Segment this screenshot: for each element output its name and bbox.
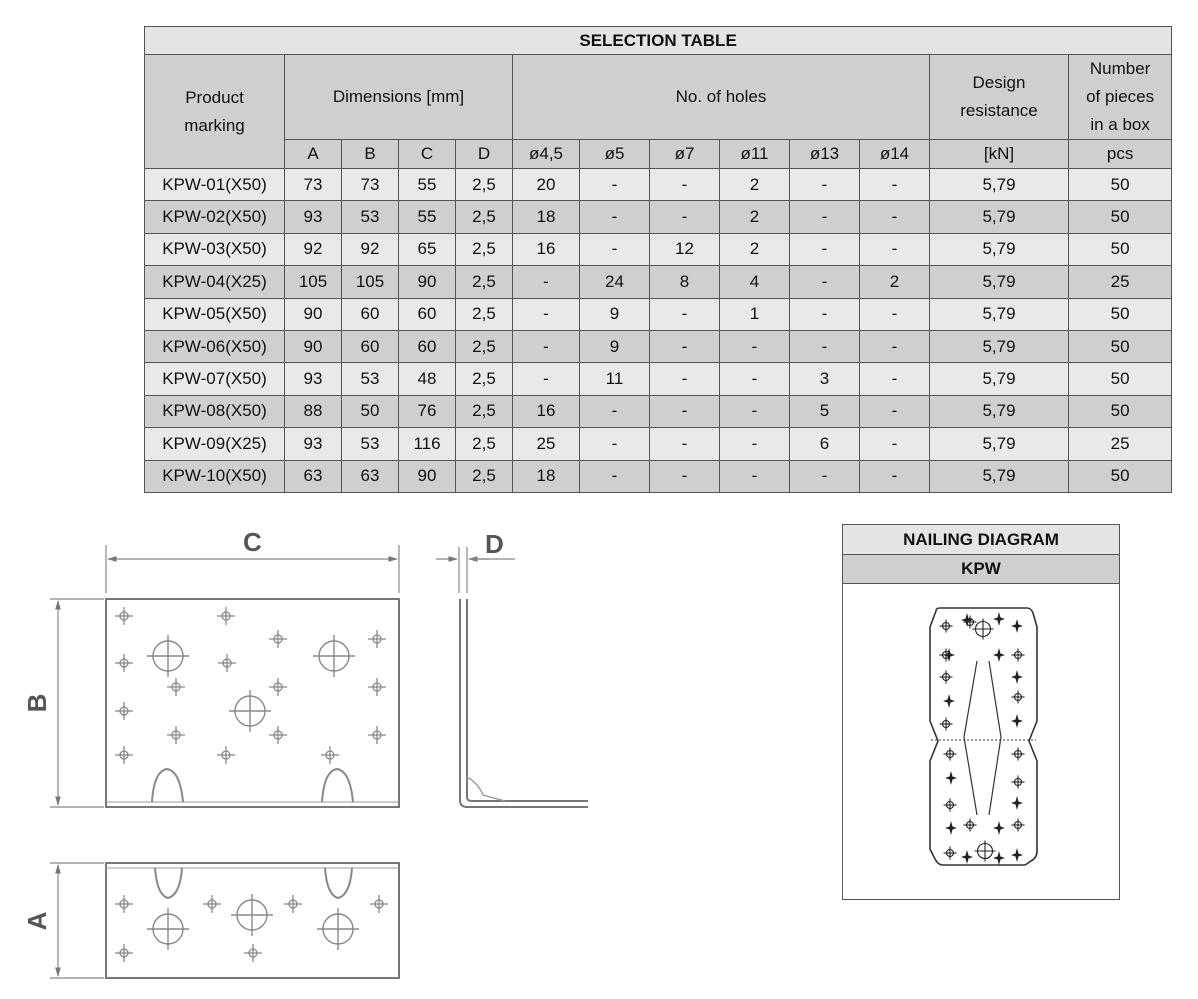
table-row xyxy=(145,428,1172,460)
table-cell: - xyxy=(860,395,930,427)
table-cell: - xyxy=(650,298,720,330)
table-cell: - xyxy=(790,233,860,265)
product-marking-cell: KPW-06(X50) xyxy=(145,330,285,362)
table-cell: 90 xyxy=(285,298,342,330)
table-cell: - xyxy=(650,460,720,492)
table-cell: 1 xyxy=(720,298,790,330)
table-cell: - xyxy=(580,201,650,233)
table-cell: 93 xyxy=(285,201,342,233)
table-cell: 60 xyxy=(342,330,399,362)
product-marking-cell: KPW-02(X50) xyxy=(145,201,285,233)
subheader-cell: A xyxy=(285,140,342,169)
table-cell: 16 xyxy=(513,395,580,427)
table-cell: - xyxy=(720,460,790,492)
table-cell: - xyxy=(513,363,580,395)
table-cell: 76 xyxy=(399,395,456,427)
table-cell: 50 xyxy=(1069,233,1172,265)
table-cell: - xyxy=(790,201,860,233)
front-plate xyxy=(106,599,399,807)
table-cell: - xyxy=(650,395,720,427)
table-cell: - xyxy=(790,169,860,201)
table-cell: 50 xyxy=(1069,169,1172,201)
label-d: D xyxy=(485,529,504,559)
table-cell: 25 xyxy=(513,428,580,460)
table-cell: - xyxy=(860,330,930,362)
nailing-plate xyxy=(843,583,1119,899)
table-cell: 2,5 xyxy=(456,395,513,427)
table-cell: 25 xyxy=(1069,428,1172,460)
table-cell: 20 xyxy=(513,169,580,201)
table-cell: 73 xyxy=(342,169,399,201)
header-pieces: Number of pieces in a box xyxy=(1069,55,1172,140)
table-cell: 2 xyxy=(720,201,790,233)
subheader-cell: C xyxy=(399,140,456,169)
table-cell: 48 xyxy=(399,363,456,395)
table-cell: 16 xyxy=(513,233,580,265)
header-product-marking: Product marking xyxy=(145,55,285,169)
table-cell: 60 xyxy=(399,298,456,330)
table-cell: 5,79 xyxy=(930,395,1069,427)
table-cell: 50 xyxy=(1069,330,1172,362)
table-cell: - xyxy=(580,169,650,201)
table-cell: 60 xyxy=(399,330,456,362)
product-marking-cell: KPW-04(X25) xyxy=(145,266,285,298)
table-cell: - xyxy=(860,169,930,201)
table-cell: 73 xyxy=(285,169,342,201)
table-row xyxy=(145,266,1172,298)
header-dimensions: Dimensions [mm] xyxy=(285,55,513,140)
table-row xyxy=(145,233,1172,265)
table-cell: 50 xyxy=(1069,298,1172,330)
table-row xyxy=(145,395,1172,427)
side-profile xyxy=(460,599,588,807)
table-cell: 5 xyxy=(790,395,860,427)
table-cell: 93 xyxy=(285,363,342,395)
table-cell: 6 xyxy=(790,428,860,460)
table-cell: 2 xyxy=(720,233,790,265)
table-cell: 2,5 xyxy=(456,298,513,330)
selection-table xyxy=(144,26,1172,493)
subheader-cell: B xyxy=(342,140,399,169)
dimension-b xyxy=(50,599,104,807)
product-marking-cell: KPW-01(X50) xyxy=(145,169,285,201)
subheader-cell: pcs xyxy=(1069,140,1172,169)
table-cell: - xyxy=(790,330,860,362)
product-marking-cell: KPW-05(X50) xyxy=(145,298,285,330)
table-cell: 65 xyxy=(399,233,456,265)
subheader-row xyxy=(145,140,1172,169)
label-c: C xyxy=(243,527,262,557)
product-marking-cell: KPW-10(X50) xyxy=(145,460,285,492)
table-cell: 8 xyxy=(650,266,720,298)
table-cell: 24 xyxy=(580,266,650,298)
table-cell: 2,5 xyxy=(456,201,513,233)
product-marking-cell: KPW-03(X50) xyxy=(145,233,285,265)
header-holes: No. of holes xyxy=(513,55,930,140)
table-cell: 92 xyxy=(285,233,342,265)
table-cell: 93 xyxy=(285,428,342,460)
table-cell: 2,5 xyxy=(456,266,513,298)
table-cell: - xyxy=(860,233,930,265)
table-cell: 5,79 xyxy=(930,330,1069,362)
table-row xyxy=(145,201,1172,233)
table-cell: 90 xyxy=(399,266,456,298)
table-cell: 63 xyxy=(285,460,342,492)
subheader-cell: ø5 xyxy=(580,140,650,169)
table-cell: 3 xyxy=(790,363,860,395)
subheader-cell: [kN] xyxy=(930,140,1069,169)
table-cell: 18 xyxy=(513,460,580,492)
table-cell: - xyxy=(790,266,860,298)
table-cell: 50 xyxy=(342,395,399,427)
table-cell: 90 xyxy=(399,460,456,492)
table-cell: 11 xyxy=(580,363,650,395)
table-cell: - xyxy=(580,460,650,492)
table-cell: 50 xyxy=(1069,395,1172,427)
table-row xyxy=(145,298,1172,330)
table-cell: - xyxy=(860,201,930,233)
table-cell: 2 xyxy=(860,266,930,298)
table-cell: - xyxy=(790,298,860,330)
subheader-cell: ø13 xyxy=(790,140,860,169)
table-cell: 5,79 xyxy=(930,363,1069,395)
table-cell: 53 xyxy=(342,363,399,395)
table-cell: 5,79 xyxy=(930,428,1069,460)
table-cell: - xyxy=(860,428,930,460)
table-cell: - xyxy=(860,460,930,492)
table-cell: 55 xyxy=(399,201,456,233)
table-cell: 116 xyxy=(399,428,456,460)
table-cell: 5,79 xyxy=(930,169,1069,201)
table-title: SELECTION TABLE xyxy=(145,27,1172,55)
table-cell: - xyxy=(720,330,790,362)
table-cell: - xyxy=(790,460,860,492)
table-cell: 2,5 xyxy=(456,330,513,362)
nailing-diagram-title: NAILING DIAGRAM xyxy=(843,525,1119,555)
subheader-cell: ø11 xyxy=(720,140,790,169)
dimension-a xyxy=(50,863,104,978)
table-cell: - xyxy=(650,363,720,395)
product-marking-cell: KPW-08(X50) xyxy=(145,395,285,427)
label-b: B xyxy=(22,693,52,713)
table-cell: 5,79 xyxy=(930,298,1069,330)
product-marking-cell: KPW-09(X25) xyxy=(145,428,285,460)
table-cell: 60 xyxy=(342,298,399,330)
table-cell: 5,79 xyxy=(930,201,1069,233)
product-marking-cell: KPW-07(X50) xyxy=(145,363,285,395)
table-cell: - xyxy=(720,428,790,460)
table-cell: 5,79 xyxy=(930,266,1069,298)
table-cell: - xyxy=(580,428,650,460)
table-cell: 105 xyxy=(342,266,399,298)
subheader-cell: ø7 xyxy=(650,140,720,169)
table-cell: - xyxy=(513,298,580,330)
table-cell: - xyxy=(650,169,720,201)
nailing-diagram xyxy=(842,524,1120,900)
table-cell: - xyxy=(650,330,720,362)
table-cell: - xyxy=(860,363,930,395)
table-row xyxy=(145,330,1172,362)
label-a: A xyxy=(22,911,52,931)
table-cell: 63 xyxy=(342,460,399,492)
table-cell: 2,5 xyxy=(456,363,513,395)
header-design-resistance: Design resistance xyxy=(930,55,1069,140)
table-cell: 2,5 xyxy=(456,169,513,201)
table-row xyxy=(145,363,1172,395)
subheader-cell: D xyxy=(456,140,513,169)
table-cell: 2,5 xyxy=(456,460,513,492)
table-cell: - xyxy=(580,233,650,265)
table-cell: 55 xyxy=(399,169,456,201)
table-cell: - xyxy=(720,363,790,395)
table-cell: 50 xyxy=(1069,460,1172,492)
table-cell: - xyxy=(513,330,580,362)
table-cell: 18 xyxy=(513,201,580,233)
table-cell: 4 xyxy=(720,266,790,298)
bracket-drawing xyxy=(0,515,600,995)
table-cell: 88 xyxy=(285,395,342,427)
table-cell: 50 xyxy=(1069,201,1172,233)
table-row xyxy=(145,169,1172,201)
table-cell: - xyxy=(650,201,720,233)
table-cell: 2 xyxy=(720,169,790,201)
table-cell: 2,5 xyxy=(456,233,513,265)
table-cell: 25 xyxy=(1069,266,1172,298)
table-cell: 5,79 xyxy=(930,460,1069,492)
table-cell: 53 xyxy=(342,428,399,460)
table-cell: 5,79 xyxy=(930,233,1069,265)
table-cell: - xyxy=(513,266,580,298)
table-cell: 50 xyxy=(1069,363,1172,395)
subheader-cell: ø4,5 xyxy=(513,140,580,169)
table-cell: 2,5 xyxy=(456,428,513,460)
table-cell: 9 xyxy=(580,330,650,362)
table-cell: 90 xyxy=(285,330,342,362)
table-cell: - xyxy=(580,395,650,427)
table-cell: 9 xyxy=(580,298,650,330)
table-body xyxy=(145,169,1172,493)
nailing-diagram-product: KPW xyxy=(843,555,1119,584)
table-cell: - xyxy=(650,428,720,460)
table-cell: - xyxy=(720,395,790,427)
table-row xyxy=(145,460,1172,492)
table-cell: - xyxy=(860,298,930,330)
table-cell: 53 xyxy=(342,201,399,233)
table-cell: 92 xyxy=(342,233,399,265)
table-cell: 105 xyxy=(285,266,342,298)
subheader-cell: ø14 xyxy=(860,140,930,169)
table-cell: 12 xyxy=(650,233,720,265)
